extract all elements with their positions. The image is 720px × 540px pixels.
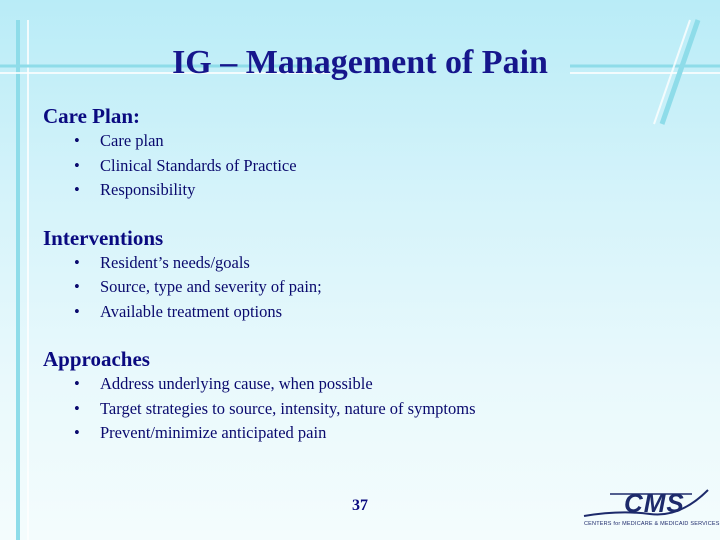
list-item: • Care plan [74, 129, 663, 154]
bullet-icon: • [74, 423, 80, 442]
bullet-icon: • [74, 180, 80, 199]
list-item: • Prevent/minimize anticipated pain [74, 421, 663, 446]
bullet-icon: • [74, 155, 80, 175]
section-heading: Interventions [43, 225, 164, 250]
list-item: • Responsibility [74, 178, 663, 203]
bullet-list [43, 251, 663, 325]
section-care-plan [43, 103, 663, 203]
list-item: • Source, type and severity of pain; [74, 275, 663, 300]
list-item: • Address underlying cause, when possible [74, 372, 663, 397]
bullet-icon: • [74, 131, 80, 150]
section-approaches [43, 346, 663, 446]
list-item: • Target strategies to source, intensity, nature of symptoms [74, 397, 663, 422]
section-interventions [43, 225, 663, 325]
list-item: • Resident’s needs/goals [74, 251, 663, 276]
bullet-icon: • [74, 252, 80, 272]
bullet-icon: • [74, 301, 80, 321]
bullet-icon: • [74, 398, 80, 418]
slide-title: IG – Management of Pain [172, 44, 548, 81]
section-heading: Care Plan: [43, 104, 141, 128]
bullet-icon: • [74, 374, 80, 393]
bullet-icon: • [74, 277, 80, 296]
logo-text: CMS [624, 488, 685, 518]
list-item: • Clinical Standards of Practice [74, 154, 663, 179]
slide-content [43, 103, 663, 468]
cms-logo [580, 486, 720, 532]
logo-subtitle: CENTERS for MEDICARE & MEDICAID SERVICES [584, 521, 720, 527]
section-heading: Approaches [43, 347, 150, 371]
page-number: 37 [352, 497, 368, 514]
bullet-list [43, 129, 663, 203]
bullet-list [43, 372, 663, 446]
list-item: • Available treatment options [74, 300, 663, 325]
